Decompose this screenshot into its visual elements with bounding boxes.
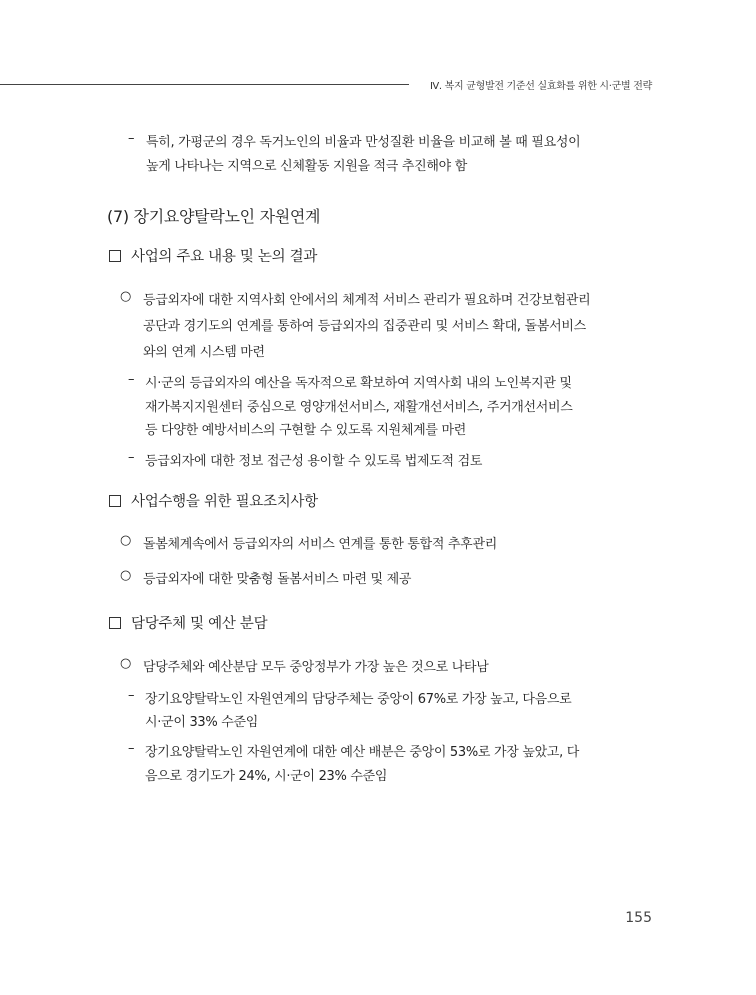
circle-bullet: ○ [120, 289, 132, 304]
block3-o1: 담당주체와 예산분담 모두 중앙정부가 가장 높은 것으로 나타남 [143, 660, 489, 675]
dash-bullet: – [128, 131, 135, 146]
block2-o2: 등급외자에 대한 맞춤형 돌봄서비스 마련 및 제공 [143, 572, 412, 587]
dash-bullet: – [128, 372, 135, 387]
circle-bullet: ○ [120, 656, 132, 671]
intro-line-2: 높게 나타나는 지역으로 신체활동 지원을 적극 추진해야 함 [146, 159, 468, 174]
block3-d2-line-1: 장기요양탈락노인 자원연계에 대한 예산 배분은 중앙이 53%로 가장 높았고, 다 [145, 745, 580, 760]
checkbox-square-icon [109, 250, 121, 262]
block1-d2-line-1: 등급외자에 대한 정보 접근성 용이할 수 있도록 법제도적 검토 [145, 454, 483, 469]
checkbox-square-icon [109, 617, 121, 629]
page-number: 155 [625, 910, 652, 926]
block3-d1-line-2: 시·군이 33% 수준임 [145, 715, 259, 730]
section-title: (7) 장기요양탈락노인 자원연계 [107, 207, 321, 226]
block1-d1-line-1: 시·군의 등급외자의 예산을 독자적으로 확보하여 지역사회 내의 노인복지관 및 [145, 376, 572, 391]
block1-d1-line-2: 재가복지지원센터 중심으로 영양개선서비스, 재활개선서비스, 주거개선서비스 [145, 400, 573, 415]
dash-bullet: – [128, 688, 135, 703]
block1-d1-line-3: 등 다양한 예방서비스의 구현할 수 있도록 지원체계를 마련 [145, 423, 467, 438]
block1-o1-line-1: 등급외자에 대한 지역사회 안에서의 체계적 서비스 관리가 필요하며 건강보험관리 [143, 293, 591, 308]
circle-bullet: ○ [120, 533, 132, 548]
intro-line-1: 특히, 가평군의 경우 독거노인의 비율과 만성질환 비율을 비교해 볼 때 필요성이 [146, 135, 581, 150]
block2-o1: 돌봄체계속에서 등급외자의 서비스 연계를 통한 통합적 추후관리 [143, 537, 497, 552]
block3-heading: 담당주체 및 예산 분담 [131, 616, 268, 632]
header-rule [0, 84, 409, 85]
block1-o1-line-3: 와의 연계 시스템 마련 [143, 345, 265, 360]
block3-d1-line-1: 장기요양탈락노인 자원연계의 담당주체는 중앙이 67%로 가장 높고, 다음으로 [145, 692, 572, 707]
block1-heading: 사업의 주요 내용 및 논의 결과 [131, 249, 318, 265]
block2-heading: 사업수행을 위한 필요조치사항 [131, 494, 318, 510]
circle-bullet: ○ [120, 568, 132, 583]
dash-bullet: – [128, 450, 135, 465]
dash-bullet: – [128, 741, 135, 756]
block1-o1-line-2: 공단과 경기도의 연계를 통하여 등급외자의 집중관리 및 서비스 확대, 돌봄서비스 [143, 319, 586, 334]
running-header: Ⅳ. 복지 균형발전 기준선 실효화를 위한 시·군별 전략 [429, 81, 652, 92]
checkbox-square-icon [109, 495, 121, 507]
block3-d2-line-2: 음으로 경기도가 24%, 시·군이 23% 수준임 [145, 769, 388, 784]
